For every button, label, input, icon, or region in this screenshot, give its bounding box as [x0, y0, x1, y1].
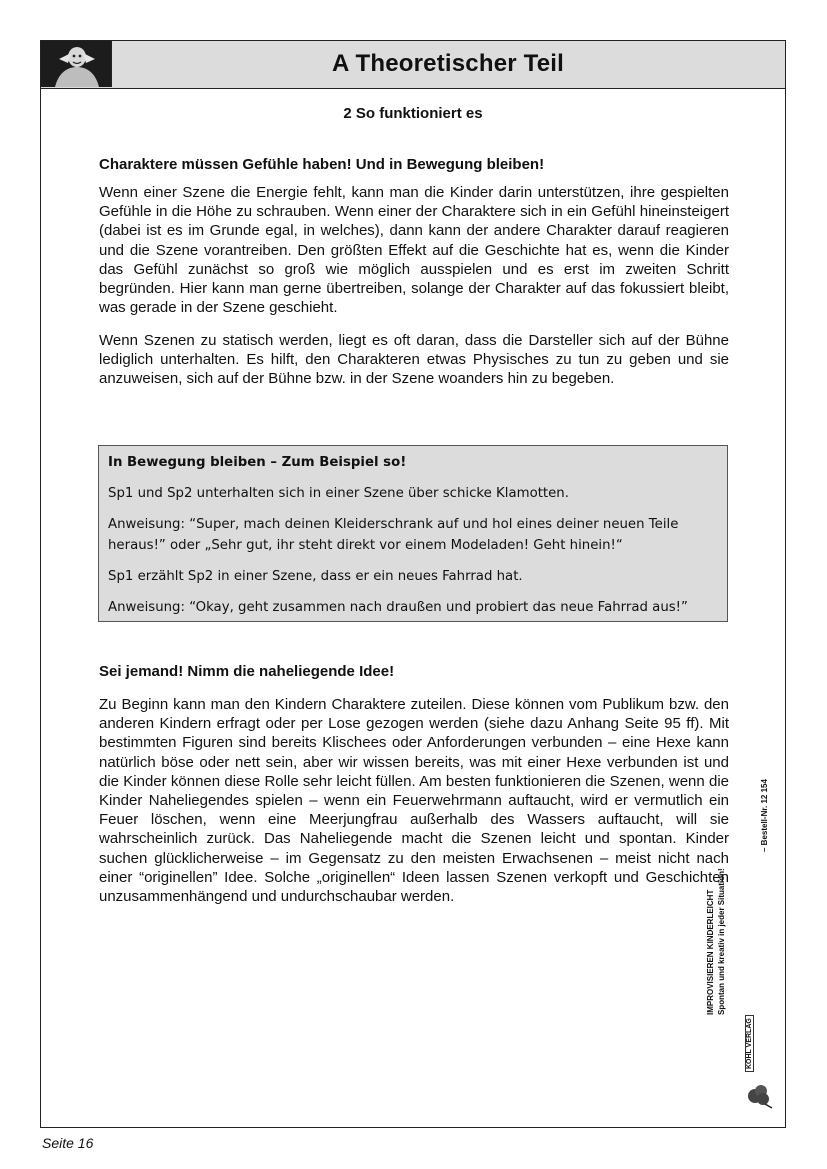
page-number: Seite 16 [42, 1135, 94, 1151]
example-box-line: Sp1 erzählt Sp2 in einer Szene, dass er ein neues Fahrrad hat. [108, 569, 523, 584]
sidebar-book-subtitle: Spontan und kreativ in jeder Situation! [717, 868, 726, 1015]
example-box-line: Anweisung: “Super, mach deinen Kleiderschrank auf und hol eines deiner neuen Teile heraus!” oder „Sehr gut, ihr steht direkt vor einem Modeladen! Geht hinein!“ [108, 517, 679, 553]
section1-paragraph-1: Wenn einer Szene die Energie fehlt, kann man die Kinder darin unterstützen, ihre gespielten Gefühle in die Höhe zu schrauben. Wenn einer der Charaktere sich in ein Gefühl hineinsteigert (dabei ist es im Grunde egal, in welches), dann kann der andere Charakter darauf reagieren und die Szene vorantreiben. Den größten Effekt auf die Geschichte hat es, wenn die Kinder das Gefühl zunächst so groß wie möglich ausspielen und es erst im zweiten Schritt begründen. Hier kann man gerne übertreiben, solange der Charakter auf das fokussiert bleibt, was gerade in der Szene geschieht. [99, 184, 729, 317]
publisher-logo-text: KOHL VERLAG [745, 1015, 754, 1072]
sidebar-book-title: IMPROVISIEREN KINDERLEICHT [706, 889, 715, 1015]
section1-paragraph-2: Wenn Szenen zu statisch werden, liegt es oft daran, dass die Darsteller sich auf der Bühne lediglich unterhalten. Es hilft, den Charakteren etwas Physisches zu tun zu geben und sie anzuweisen, sich auf der Bühne bzw. in der Szene woanders hin zu begeben. [99, 332, 729, 388]
chapter-header [41, 41, 785, 89]
example-box-line: Sp1 und Sp2 unterhalten sich in einer Szene über schicke Klamotten. [108, 486, 569, 501]
publisher-logo-icon [745, 1082, 775, 1110]
example-box-title: In Bewegung bleiben – Zum Beispiel so! [108, 455, 407, 470]
section-subtitle: 2 So funktioniert es [343, 105, 483, 122]
section2-heading: Sei jemand! Nimm die naheliegende Idee! [99, 663, 395, 680]
chapter-title: A Theoretischer Teil [331, 50, 565, 77]
sidebar-text-block [705, 760, 727, 1015]
sidebar-order-number: – Bestell-Nr. 12 154 [760, 779, 769, 852]
example-box [98, 445, 728, 622]
header-photo [41, 41, 112, 87]
page-frame [40, 40, 786, 1128]
section1-heading: Charaktere müssen Gefühle haben! Und in Bewegung bleiben! [99, 156, 545, 173]
section2-paragraph: Zu Beginn kann man den Kindern Charaktere zuteilen. Diese können vom Publikum bzw. den anderen Kindern erfragt oder per Lose gezogen werden (siehe dazu Anhang Seite 95 ff). Mit bestimmten Figuren sind bereits Klischees oder Anforderungen verbunden – eine Hexe kann natürlich böse oder nett sein, aber wir wissen bereits, was mit einer Hexe verbunden ist und die Kinder können diese Rolle sehr leicht füllen. Am besten funktionieren die Szenen, wenn die Kinder Naheliegendes spielen – wenn ein Feuerwehrmann auftaucht, wird er vermutlich ein Feuer löschen, wenn eine Meerjungfrau außerhalb des Wassers auftaucht, will sie wahrscheinlich zurück. Das Naheliegende macht die Szenen leicht und spontan. Kinder suchen glücklicherweise – im Gegensatz zu den meisten Erwachsenen – meist nicht nach einer “originellen” Idee. Solche „originellen“ Ideen lassen Szenen verkopft und Geschichten unzusammenhängend und undurchschaubar werden. [99, 696, 729, 906]
example-box-line: Anweisung: “Okay, geht zusammen nach draußen und probiert das neue Fahrrad aus!” [108, 600, 688, 615]
